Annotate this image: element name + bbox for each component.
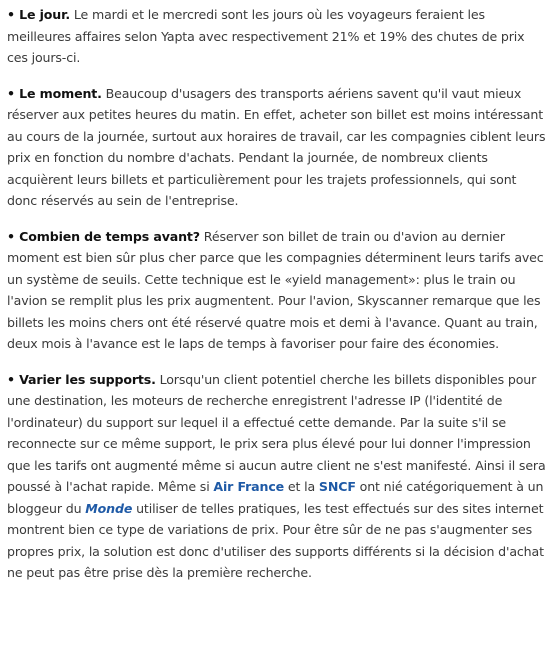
paragraph-lead: • Le jour.: [7, 7, 71, 22]
paragraph-text: utiliser de telles pratiques, les test effectués sur des sites internet montrent bien ce type de variations de prix. Pour être sûr de ne pas s'augmenter ses propres prix, la solution est donc d'utiliser des supports différents si la décision d'achat ne peut pas être prise dès la première recherche.: [7, 500, 544, 580]
le-monde-link[interactable]: Monde: [85, 500, 133, 516]
paragraph-varier-supports: [7, 369, 548, 584]
paragraph-text: Le mardi et le mercredi sont les jours où les voyageurs feraient les meilleures affaires selon Yapta avec respectivement 21% et 19% des chutes de prix ces jours-ci.: [7, 7, 525, 65]
paragraph-text: Réserver son billet de train ou d'avion au dernier moment est bien sûr plus cher parce que les compagnies déterminent leurs tarifs avec un système de seuils. Cette technique est le «yield management»: plus le train ou l'avion se remplit plus les prix augmentent. Pour l'avion, Skyscanner remarque que les billets les moins chers ont été réservé quatre mois et demi à l'avance. Quant au train, deux mois à l'avance est le laps de temps à favoriser pour faire des économies.: [7, 228, 544, 351]
paragraph-text: Lorsqu'un client potentiel cherche les billets disponibles pour une destination, les moteurs de recherche enregistrent l'adresse IP (l'identité de l'ordinateur) du support sur lequel il a effectué cette demande. Par la suite s'il se reconnecte sur ce même support, le prix sera plus élevé pour lui donner l'impression que les tarifs ont augmenté même si aucun autre client ne s'est manifesté. Ainsi il sera poussé à l'achat rapide. Même si: [7, 371, 546, 494]
paragraph-lead: • Le moment.: [7, 85, 102, 101]
air-france-link[interactable]: Air France: [213, 479, 285, 494]
paragraph-lead: • Varier les supports.: [7, 371, 156, 387]
paragraph-text: Beaucoup d'usagers des transports aériens savent qu'il vaut mieux réserver aux petites heures du matin. En effet, acheter son billet est moins intéressant au cours de la journée, surtout aux horaires de travail, car les compagnies ciblent leurs prix en fonction du nombre d'achats. Pendant la journée, de nombreux clients acquièrent leurs billets et particulièrement pour les trajets professionnels, qui sont donc réservés au sein de l'entreprise.: [7, 85, 546, 208]
paragraph-text: et la: [284, 479, 319, 494]
paragraph-lead: • Combien de temps avant?: [7, 228, 200, 244]
paragraph-le-moment: [7, 83, 548, 212]
sncf-link[interactable]: SNCF: [318, 479, 356, 494]
paragraph-text: ont nié catégoriquement à un bloggeur du: [7, 479, 544, 516]
paragraph-combien-de-temps: [7, 226, 548, 355]
paragraph-le-jour: [7, 4, 548, 69]
